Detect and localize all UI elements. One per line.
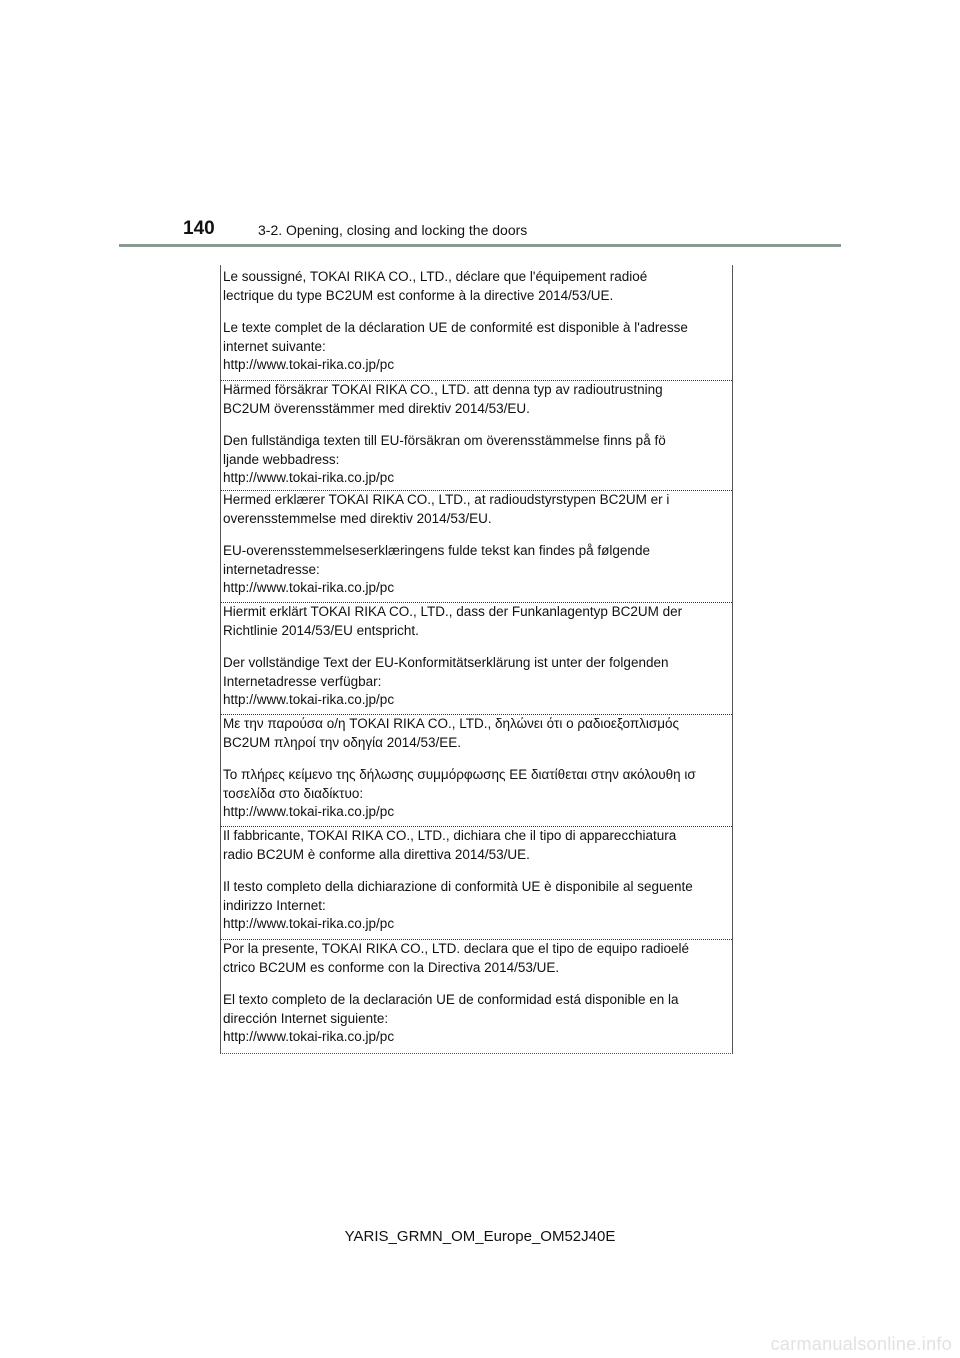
declaration-text-line: Internetadresse verfügbar: [223,673,382,689]
declaration-text-line: Härmed försäkrar TOKAI RIKA CO., LTD. att denna typ av radioutrustning [223,382,663,397]
watermark: carmanualsonline.info [770,1334,952,1354]
declaration-table [220,265,733,1054]
paragraph-gap [223,640,728,654]
declaration-text-line: Το πλήρες κείμενο της δήλωσης συμμόρφωσης ΕΕ διατίθεται στην ακόλουθη ισ [223,767,696,782]
declaration-text-line: Hiermit erklärt TOKAI RIKA CO., LTD., dass der Funkanlagentyp BC2UM der [223,604,683,619]
declaration-text-line: dirección Internet siguiente: [223,1010,389,1026]
declaration-url: http://www.tokai-rika.co.jp/pc [223,1029,395,1044]
declaration-block-it [221,827,732,940]
page-number: 140 [183,218,215,239]
declaration-text-line: Por la presente, TOKAI RIKA CO., LTD. declara que el tipo de equipo radioelé [223,941,690,956]
section-title: 3-2. Opening, closing and locking the doors [258,222,528,238]
declaration-block-sv [221,381,732,491]
declaration-text-line: EU-overensstemmelseserklæringens fulde tekst kan findes på følgende [223,543,650,558]
paragraph-gap [223,977,728,991]
declaration-text-line: BC2UM πληροί την οδηγία 2014/53/ΕΕ. [223,734,462,750]
declaration-text-line: internet suivante: [223,338,326,354]
paragraph-gap [223,864,728,878]
declaration-text-line: internetadresse: [223,561,320,577]
declaration-text-line: Il fabbricante, TOKAI RIKA CO., LTD., dichiara che il tipo di apparecchiatura [223,828,677,843]
declaration-text-line: ljande webbadress: [223,451,340,467]
paragraph-gap [223,528,728,542]
declaration-url: http://www.tokai-rika.co.jp/pc [223,580,395,595]
declaration-text-line: Le texte complet de la déclaration UE de conformité est disponible à l'adresse [223,320,688,335]
header-divider [119,244,841,247]
declaration-text-line: ctrico BC2UM es conforme con la Directiva 2014/53/UE. [223,959,560,975]
declaration-block-es [221,940,732,1054]
declaration-text-line: El texto completo de la declaración UE de conformidad está disponible en la [223,992,679,1007]
declaration-url: http://www.tokai-rika.co.jp/pc [223,692,395,707]
declaration-text-line: Με την παρούσα ο/η TOKAI RIKA CO., LTD., δηλώνει ότι ο ραδιοεξοπλισμός [223,716,680,731]
declaration-text-line: Richtlinie 2014/53/EU entspricht. [223,622,419,638]
declaration-text-line: Hermed erklærer TOKAI RIKA CO., LTD., at radioudstyrstypen BC2UM er i [223,492,670,507]
declaration-block-de [221,603,732,715]
declaration-block-da [221,491,732,603]
declaration-text-line: Le soussigné, TOKAI RIKA CO., LTD., déclare que l'équipement radioé [223,269,648,284]
document-code: YARIS_GRMN_OM_Europe_OM52J40E [344,1228,616,1245]
declaration-url: http://www.tokai-rika.co.jp/pc [223,804,395,819]
declaration-text-line: indirizzo Internet: [223,897,326,913]
declaration-text-line: Der vollständige Text der EU-Konformitätserklärung ist unter der folgenden [223,655,669,670]
declaration-block-fr [221,265,732,381]
paragraph-gap [223,305,728,319]
declaration-url: http://www.tokai-rika.co.jp/pc [223,357,395,372]
declaration-text-line: lectrique du type BC2UM est conforme à la directive 2014/53/UE. [223,287,614,303]
declaration-text-line: τοσελίδα στο διαδίκτυο: [223,785,364,801]
declaration-text-line: Il testo completo della dichiarazione di conformità UE è disponibile al seguente [223,879,693,894]
declaration-text-line: overensstemmelse med direktiv 2014/53/EU. [223,510,492,526]
declaration-text-line: BC2UM överensstämmer med direktiv 2014/53/EU. [223,400,530,416]
paragraph-gap [223,752,728,766]
declaration-url: http://www.tokai-rika.co.jp/pc [223,916,395,931]
paragraph-gap [223,418,728,432]
declaration-url: http://www.tokai-rika.co.jp/pc [223,470,395,485]
declaration-text-line: radio BC2UM è conforme alla direttiva 2014/53/UE. [223,846,530,862]
declaration-block-el [221,715,732,827]
declaration-text-line: Den fullständiga texten till EU-försäkran om överensstämmelse finns på fö [223,433,666,448]
